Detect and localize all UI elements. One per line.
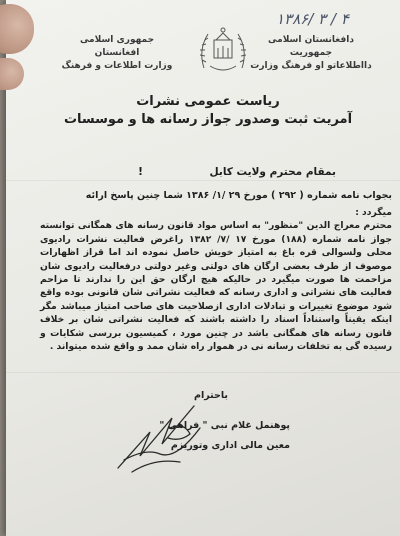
emblem-icon xyxy=(196,24,250,76)
closing: باحترام xyxy=(194,390,228,401)
paper-crease xyxy=(6,372,400,373)
header-dari-line: جمهوری اسلامی افغانستان xyxy=(79,35,155,58)
header-dari xyxy=(58,34,176,73)
header-dari-line: وزارت اطلاعات و فرهنگ xyxy=(61,61,173,71)
salutation-exclamation: ! xyxy=(138,165,144,178)
reference-line: بجواب نامه شماره ( ۲۹۲ ) مورخ ۲۹ /۱/ ۱۳۸۶ شما چنین پاسخ ارائه xyxy=(85,190,392,201)
header-pashto-line: دافغانستان اسلامی جمهوریت xyxy=(268,35,354,58)
letter-body xyxy=(40,206,392,353)
salutation: بمقام محترم ولایت کابل xyxy=(209,166,336,178)
letter-page xyxy=(6,0,400,536)
paper-crease xyxy=(6,180,400,181)
signature-icon xyxy=(110,398,210,478)
office-title: آمریت ثبت وصدور جواز رسانه ها و موسسات xyxy=(63,112,353,127)
body-text: محترم معراج الدین "منظور" به اساس مواد قانون رسانه های همگانی توانسته جواز نامه شماره (۱۸۸) مورخ ۱۷ /۷/ ۱۳۸۲ راغرض فعالیت نشرات رادیوی محلی ولسوالی قره باغ به امتیاز خویش حاصل نموده اند اما قراز اظهارات موصوف از طرف بعضی ارگان های دولتی وغیر دولتی درفعالیت رادیوی شان مزاحمت ها صورت میگیرد در حالیکه هیچ ارگان حق این را ندارند تا مزاحم فعالیت های نشراتی و اداری رسانه که فعالیت نشراتی شان قانونی بوده واقع شود موضوع تغییرات و تبادلات اداری ازصلاحیت های صاحب امتیاز میباشد مگر اینکه یقیناً واستناداً اسناد را داشته باشند که فعالیت نشراتی شان بر خلاف قانون رسانه های همگانی باشد در چنین مورد ، کمیسیون بررسی شکایات و رسیده گی به تخلفات رسانه نی در هموار راه شان ممد و واقع شده میتواند . xyxy=(40,220,392,353)
header-pashto-line: دااطلاعاتو او فرهنگ وزارت xyxy=(250,61,372,71)
department-title: ریاست عمومی نشرات xyxy=(136,94,280,109)
header-pashto xyxy=(246,34,376,73)
signatory-name: پوهنمل غلام نبی " فراهی " xyxy=(159,420,290,431)
signatory-title: معین مالی اداری وتوریزم xyxy=(170,440,290,451)
body-intro: میگردد : xyxy=(355,207,392,218)
handwritten-date: ۱۳۸۶/ ۳ / ۴ xyxy=(276,10,349,28)
